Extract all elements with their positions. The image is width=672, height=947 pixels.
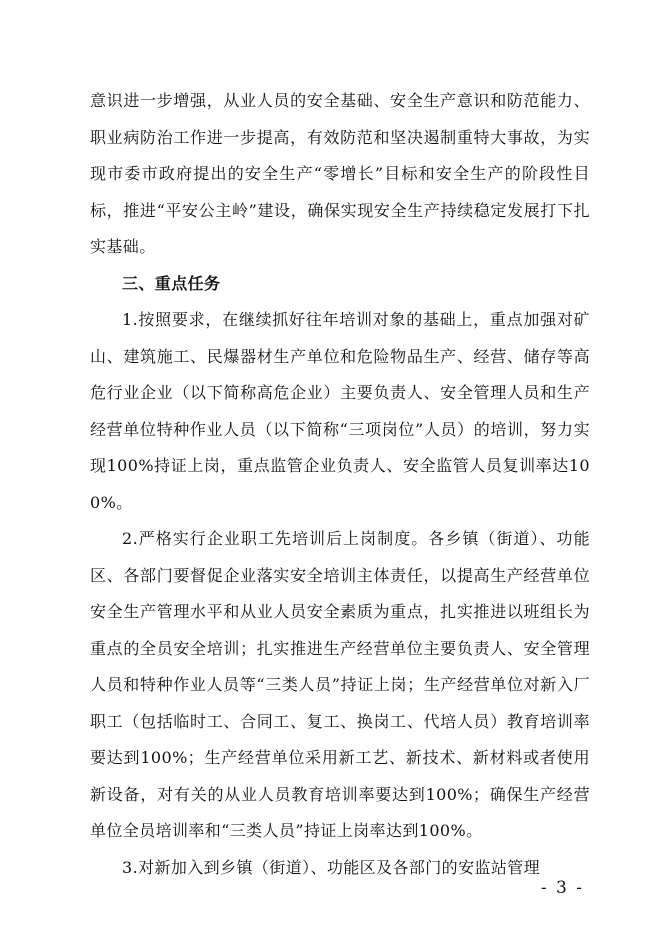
paragraph-task-2: 2.严格实行企业职工先培训后上岗制度。各乡镇（街道）、功能区、各部门要督促企业落实安全培训主体责任，以提高生产经营单位安全生产管理水平和从业人员安全素质为重点，扎实推进以班组长为重点的全员安全培训；扎实推进生产经营单位主要负责人、安全管理人员和特种作业人员等“三类人员”持证上岗；生产经营单位对新入厂职工（包括临时工、合同工、复工、换岗工、代培人员）教育培训率要达到100%；生产经营单位采用新工艺、新技术、新材料或者使用新设备，对有关的从业人员教育培训率要达到100%；确保生产经营单位全员培训率和“三类人员”持证上岗率达到100%。 [90,529,590,840]
section-heading: 三、重点任务 [122,273,221,293]
paragraph-continuation: 意识进一步增强，从业人员的安全基础、安全生产意识和防范能力、职业病防治工作进一步提高，有效防范和坚决遏制重特大事故，为实现市委市政府提出的安全生产“零增长”目标和安全生产的阶段性目标，推进“平安公主岭”建设，确保实现安全生产持续稳定发展打下扎实基础。 [90,91,590,256]
paragraph-task-3: 3.对新加入到乡镇（街道）、功能区及各部门的安监站管理 [122,857,541,877]
paragraph-task-1: 1.按照要求，在继续抓好往年培训对象的基础上，重点加强对矿山、建筑施工、民爆器材生产单位和危险物品生产、经营、储存等高危行业企业（以下简称高危企业）主要负责人、安全管理人员和生产经营单位特种作业人员（以下简称“三项岗位”人员）的培训，努力实现100%持证上岗，重点监管企业负责人、安全监管人员复训率达100%。 [90,310,590,512]
page-number: - 3 - [540,878,584,898]
document-body [90,83,590,886]
